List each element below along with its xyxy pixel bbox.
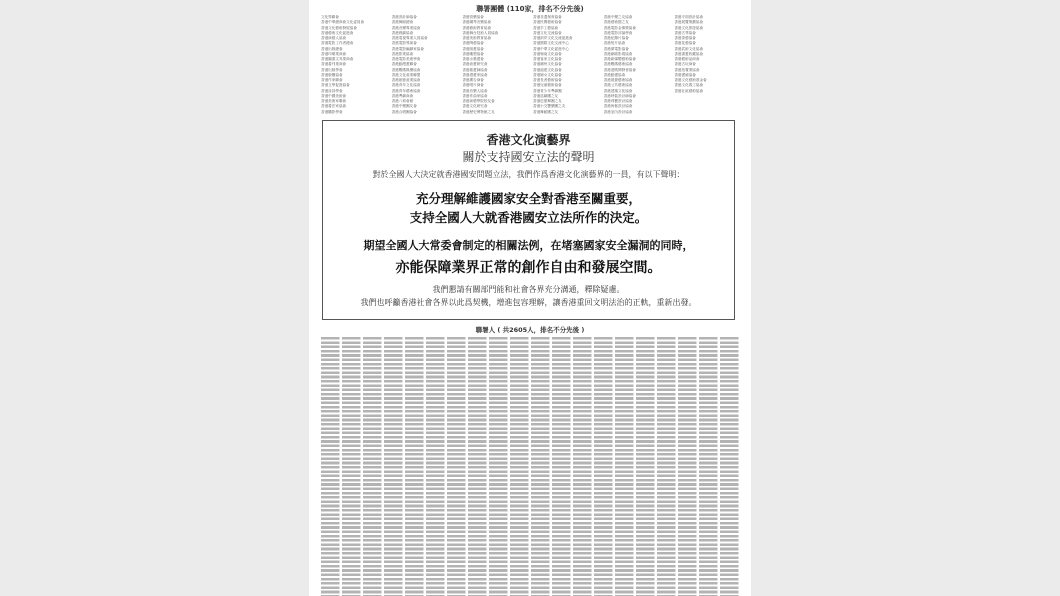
organization-item: 香港出版學會 — [321, 67, 343, 72]
organization-item: 香港小交響樂團之友 — [532, 104, 566, 109]
organization-item: 香港八和會館 — [391, 99, 414, 104]
organization-item: 香港攝影學會 — [321, 109, 343, 114]
organization-item: 香港建築文化協會 — [603, 88, 633, 93]
organization-item: 香港文化交流協會 — [532, 30, 562, 35]
organization-item: 香港中國美術會 — [321, 93, 347, 98]
organization-item: 香港中樂團友會 — [391, 104, 417, 109]
statement-subtitle: 關於支持國安立法的聲明 — [462, 150, 595, 164]
organization-item: 香港藝術文化促進會 — [321, 30, 354, 35]
organization-item: 香港電影工作者總會 — [321, 41, 354, 46]
organization-item: 香港文學促進協會 — [321, 83, 350, 88]
organization-item: 香港文化研究會 — [462, 104, 488, 109]
organization-item: 香港話劇團之友 — [532, 93, 559, 98]
organization-item: 香港歷史博物館之友 — [462, 109, 495, 114]
statement-title: 香港文化演藝界 — [486, 133, 571, 147]
organization-item: 香港創意產業協會 — [391, 78, 421, 83]
organization-item: 香港古玩商會 — [674, 62, 696, 67]
organization-item: 香港客家文化協會 — [532, 57, 562, 62]
organization-item: 香港視覺藝術協會 — [603, 78, 633, 83]
organization-item: 香港非遺保育協會 — [532, 15, 562, 19]
organization-item: 香港兒童藝術協會 — [532, 83, 562, 88]
organization-item: 香港福建文化協會 — [532, 67, 562, 72]
organization-item: 香港美術教育協會 — [462, 36, 492, 41]
organization-item: 香港婦女文化協會 — [532, 72, 562, 77]
organization-item: 香港版畫協會 — [462, 46, 484, 51]
organization-item: 香港動畫協會 — [603, 72, 626, 77]
statement-hope-line-2: 亦能保障業界正常的創作自由和發展空間。 — [395, 260, 662, 276]
organization-item: 香港雕塑協會 — [462, 51, 484, 56]
organization-item: 香港藝術品商會 — [674, 57, 700, 62]
organization-item: 香港演藝學院校友會 — [462, 99, 495, 104]
organization-item: 香港拍賣業協會 — [674, 67, 700, 72]
statement-hope-line-1: 期望全國人大常委會制定的相關法例，在堵塞國家安全漏洞的同時， — [363, 239, 694, 252]
organization-item: 香港紀錄片協會 — [603, 36, 629, 41]
organization-item: 香港珠寶設計協會 — [603, 99, 633, 104]
organization-item: 香港文化藝術發展協會 — [321, 25, 357, 30]
organization-item: 香港舞蹈總會 — [391, 20, 414, 25]
organization-item: 香港音樂專業協會 — [391, 25, 421, 30]
organization-item: 香港電影導演會 — [391, 41, 417, 46]
signers-heading: 聯署人 ( 共2605人，排名不分先後 ) — [475, 326, 585, 334]
organization-item: 香港文化義工協會 — [674, 83, 704, 88]
organization-item: 香港漫畫家協會 — [462, 72, 488, 77]
organization-item: 香港室內設計協會 — [603, 109, 633, 114]
organization-item: 香港廣告商會 — [462, 78, 484, 83]
organization-item: 香港插畫師協會 — [462, 67, 488, 72]
organization-item: 香港兩岸文化交流促進會 — [532, 36, 573, 41]
signers-names-block — [321, 337, 741, 596]
organization-item: 香港電影金像獎協會 — [603, 25, 636, 30]
organization-item: 香港公共藝術協會 — [603, 83, 633, 88]
organization-item: 香港書法家協會 — [321, 104, 347, 109]
organization-item: 香港設計師協會 — [391, 15, 417, 19]
organization-item: 香港戲劇協會 — [391, 30, 414, 35]
organization-item: 香港中華文化促進中心 — [532, 46, 569, 51]
organization-item: 香港社區藝術協會 — [674, 88, 704, 93]
organization-item: 香港平面設計協會 — [674, 15, 704, 19]
organization-item: 香港藝術節之友 — [603, 20, 629, 25]
organization-item: 香港展覽策劃協會 — [674, 20, 704, 25]
statement-main-line-2: 支持全國人大就香港國安立法所作的決定。 — [409, 210, 648, 225]
organization-item: 香港音樂人協會 — [462, 88, 488, 93]
organization-item: 香港舞台技術人員協會 — [462, 30, 499, 35]
organization-item: 香港時裝設計師協會 — [603, 93, 636, 98]
organization-item: 香港唱片商會 — [462, 83, 484, 88]
organization-item: 香港作家聯會 — [321, 78, 343, 83]
statement-box — [322, 120, 735, 320]
statement-main-line-1: 充分理解維護國家安全對香港至關重要， — [415, 191, 641, 206]
organization-item: 香港合唱團協會 — [391, 109, 417, 114]
organization-item: 香港畫廊協會 — [674, 72, 696, 77]
organization-item: 香港花藝協會 — [674, 41, 696, 46]
organization-item: 香港藝術教育協會 — [462, 25, 492, 30]
organization-item: 香港書刊業商會 — [321, 62, 347, 67]
organizations-list — [321, 15, 741, 115]
organization-item: 香港出版總會 — [321, 46, 343, 51]
organization-item: 香港古琴協會 — [674, 30, 696, 35]
organization-item: 香港油畫研究會 — [462, 62, 488, 67]
organization-item: 香港演藝人協會 — [321, 36, 347, 41]
organization-item: 香港書畫收藏協會 — [674, 51, 704, 56]
statement-closing-line-1: 我們懇請有關部門能和社會各界充分溝通，釋除疑慮。 — [432, 285, 625, 294]
organization-item: 香港電影評論學會 — [603, 30, 633, 35]
organization-item: 香港印刷業商會 — [321, 51, 347, 56]
organization-item: 香港版權協會 — [321, 72, 343, 77]
organization-item: 香港文化藝術基金會 — [674, 78, 707, 83]
organization-item: 香港短片協會 — [603, 41, 626, 46]
organization-item: 香港茶藝協會 — [674, 36, 696, 41]
organization-item: 香港詩詞學會 — [321, 88, 343, 93]
organization-item: 香港遊戲開發者協會 — [603, 67, 636, 72]
organization-item: 香港網絡影視協會 — [603, 51, 633, 56]
organization-item: 香港圖書文具業商會 — [321, 57, 354, 62]
organization-item: 香港青少年粵劇團 — [532, 88, 562, 93]
organization-item: 香港粵劇商會 — [391, 93, 414, 98]
organization-item: 香港新媒體藝術協會 — [603, 57, 636, 62]
organization-item: 香港數碼娛樂協會 — [391, 67, 421, 72]
organization-item: 香港微電影協會 — [603, 46, 629, 51]
organization-item: 文化界聯會 — [321, 15, 339, 19]
organization-item: 香港潮州文化協會 — [532, 62, 562, 67]
organization-item: 香港陶藝協會 — [462, 41, 484, 46]
organization-item: 香港中華總商會文化委員會 — [321, 20, 365, 25]
statement-intro: 對於全國人大決定就香港國安問題立法，我們作爲香港文化演藝界的一員，有以下聲明： — [372, 170, 685, 179]
organization-item: 香港嶺南文化協會 — [532, 51, 562, 56]
organization-item: 香港水墨畫會 — [462, 57, 484, 62]
organization-item: 香港動漫畫聯會 — [391, 62, 417, 67]
organization-item: 香港文化產業聯盟 — [391, 72, 421, 77]
organization-item: 香港長者藝術協會 — [532, 78, 562, 83]
organization-item: 香港作曲家協會 — [462, 93, 488, 98]
statement-closing-line-2: 我們也呼籲香港社會各界以此爲契機，增進包容理解，讓香港重回文明法治的正軌，重新出發。 — [360, 298, 697, 307]
organization-item: 香港傢俬設計協會 — [603, 104, 633, 109]
organization-item: 香港電影美術學會 — [391, 57, 421, 62]
organization-item: 香港手工藝協會 — [532, 25, 559, 30]
organizations-heading: 聯署團體 (110家，排名不分先後) — [476, 5, 584, 13]
organization-item: 香港美術家聯會 — [321, 99, 347, 104]
organization-item: 香港影業協會 — [391, 51, 414, 56]
organization-item: 香港武術文化協會 — [674, 46, 704, 51]
organization-item: 香港鋼琴音樂協會 — [462, 20, 492, 25]
organization-item: 香港國際文化交流中心 — [532, 41, 569, 46]
organization-item: 香港中樂之友協會 — [603, 15, 633, 19]
organization-item: 香港舞蹈團之友 — [532, 109, 559, 114]
organization-item: 香港民間藝術協會 — [532, 20, 562, 25]
organization-item: 香港文化旅遊協會 — [674, 25, 704, 30]
organization-item: 香港青年藝術協會 — [391, 88, 421, 93]
organization-item: 香港電視專業人員協會 — [391, 36, 428, 41]
newspaper-page — [309, 0, 751, 596]
organization-item: 香港芭蕾舞團之友 — [532, 99, 562, 104]
organization-item: 香港數碼藝術協會 — [603, 62, 633, 67]
organization-item: 香港管樂協會 — [462, 15, 484, 19]
organization-item: 香港青年文化協會 — [391, 83, 421, 88]
organization-item: 香港電影編劇家協會 — [391, 46, 424, 51]
